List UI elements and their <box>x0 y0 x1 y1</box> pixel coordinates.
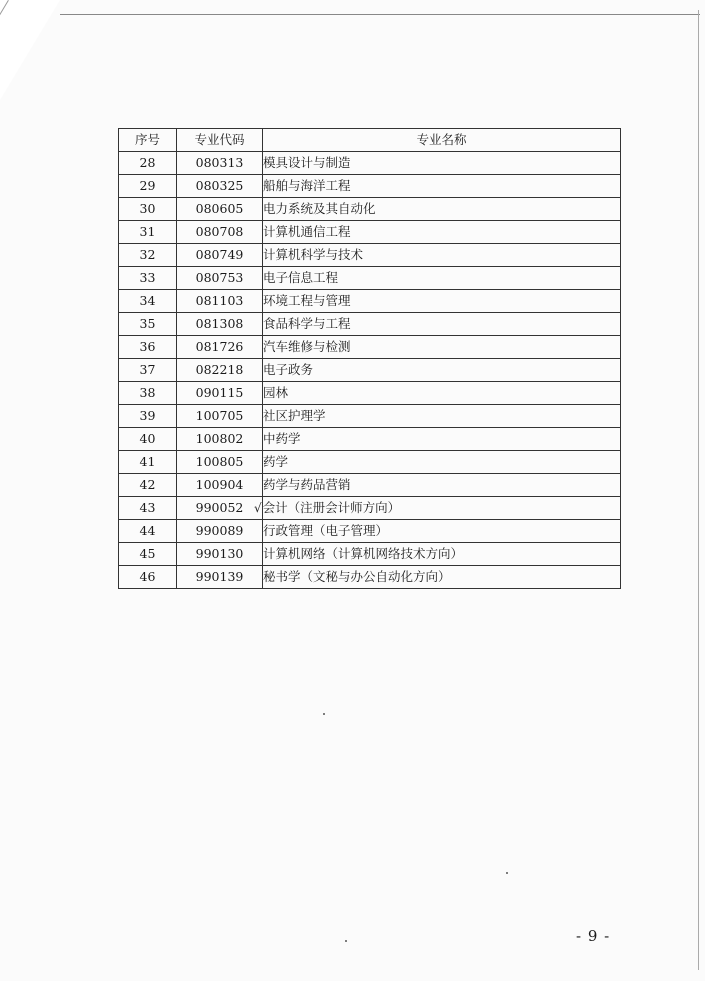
row-major-name-text: 模具设计与制造 <box>263 155 351 170</box>
row-seq: 37 <box>119 359 177 382</box>
row-major-code: 990130 <box>177 543 263 566</box>
row-major-code: 081308 <box>177 313 263 336</box>
header-seq: 序号 <box>119 129 177 152</box>
row-major-code: 100805 <box>177 451 263 474</box>
table-row <box>119 290 621 313</box>
row-major-code: 990089 <box>177 520 263 543</box>
row-seq: 38 <box>119 382 177 405</box>
row-major-name <box>263 451 621 474</box>
row-major-name <box>263 152 621 175</box>
row-major-code: 081103 <box>177 290 263 313</box>
table-row <box>119 175 621 198</box>
row-major-name-text: 计算机通信工程 <box>263 224 351 239</box>
row-major-code: 080753 <box>177 267 263 290</box>
row-major-name <box>263 520 621 543</box>
row-major-name-text: 会计（注册会计师方向） <box>262 500 401 515</box>
row-seq: 35 <box>119 313 177 336</box>
table-row <box>119 267 621 290</box>
row-major-name-text: 电力系统及其自动化 <box>263 201 376 216</box>
row-major-name-text: 行政管理（电子管理） <box>263 523 389 538</box>
page-right-edge <box>698 10 699 970</box>
row-major-name-text: 汽车维修与检测 <box>263 339 351 354</box>
row-major-name <box>254 497 621 520</box>
majors-table <box>118 128 621 589</box>
row-seq: 29 <box>119 175 177 198</box>
header-major-code: 专业代码 <box>177 129 263 152</box>
table-body <box>119 152 621 589</box>
row-major-name <box>263 336 621 359</box>
row-major-name-text: 药学 <box>263 454 289 469</box>
row-major-name-text: 电子信息工程 <box>263 270 339 285</box>
table-row <box>119 405 621 428</box>
row-major-name <box>263 474 621 497</box>
table-row <box>119 336 621 359</box>
row-major-code: 100904 <box>177 474 263 497</box>
page-top-edge <box>60 14 700 15</box>
row-seq: 41 <box>119 451 177 474</box>
table-row <box>119 221 621 244</box>
table-row <box>119 359 621 382</box>
table-row <box>119 244 621 267</box>
scan-speck <box>345 940 347 942</box>
table-row <box>119 474 621 497</box>
row-major-code: 990052 <box>177 497 263 520</box>
row-major-name-text: 计算机科学与技术 <box>263 247 364 262</box>
table-header-row <box>119 129 621 152</box>
row-major-code: 990139 <box>177 566 263 589</box>
handwritten-check-mark: √ <box>254 501 262 515</box>
row-seq: 28 <box>119 152 177 175</box>
row-major-name-text: 中药学 <box>263 431 301 446</box>
row-seq: 36 <box>119 336 177 359</box>
row-major-code: 100705 <box>177 405 263 428</box>
row-major-code: 080605 <box>177 198 263 221</box>
header-major-name: 专业名称 <box>263 129 621 152</box>
row-seq: 33 <box>119 267 177 290</box>
row-seq: 42 <box>119 474 177 497</box>
table-row <box>119 543 621 566</box>
row-major-name <box>263 359 621 382</box>
row-seq: 40 <box>119 428 177 451</box>
row-major-name <box>263 244 621 267</box>
table-row <box>119 566 621 589</box>
table-row <box>119 313 621 336</box>
table-row <box>119 451 621 474</box>
row-major-name-text: 药学与药品营销 <box>263 477 351 492</box>
row-seq: 30 <box>119 198 177 221</box>
row-seq: 32 <box>119 244 177 267</box>
row-seq: 39 <box>119 405 177 428</box>
row-major-name <box>263 543 621 566</box>
row-major-code: 100802 <box>177 428 263 451</box>
row-seq: 43 <box>119 497 177 520</box>
row-major-name <box>263 382 621 405</box>
table-row <box>119 198 621 221</box>
row-major-name <box>263 428 621 451</box>
row-major-name <box>263 198 621 221</box>
row-major-name <box>263 405 621 428</box>
page-number: - 9 - <box>576 927 611 945</box>
row-seq: 31 <box>119 221 177 244</box>
row-major-name <box>263 566 621 589</box>
row-major-name-text: 船舶与海洋工程 <box>263 178 351 193</box>
row-major-name <box>263 221 621 244</box>
row-major-name <box>263 175 621 198</box>
table-row <box>119 520 621 543</box>
row-major-name-text: 园林 <box>263 385 289 400</box>
row-seq: 44 <box>119 520 177 543</box>
folded-corner <box>0 0 60 100</box>
row-major-name <box>263 313 621 336</box>
row-major-code: 080749 <box>177 244 263 267</box>
row-major-name-text: 环境工程与管理 <box>263 293 351 308</box>
row-major-name-text: 秘书学（文秘与办公自动化方向） <box>263 569 451 584</box>
row-major-name <box>263 267 621 290</box>
row-major-code: 080313 <box>177 152 263 175</box>
row-major-name-text: 食品科学与工程 <box>263 316 351 331</box>
row-major-code: 080708 <box>177 221 263 244</box>
row-major-name-text: 社区护理学 <box>263 408 326 423</box>
row-major-code: 090115 <box>177 382 263 405</box>
table-row <box>119 152 621 175</box>
row-major-name-text: 计算机网络（计算机网络技术方向） <box>263 546 464 561</box>
row-seq: 34 <box>119 290 177 313</box>
scan-speck <box>506 872 508 874</box>
row-major-code: 080325 <box>177 175 263 198</box>
row-major-code: 082218 <box>177 359 263 382</box>
table-row <box>119 497 621 520</box>
scan-speck <box>323 713 325 715</box>
row-major-name <box>263 290 621 313</box>
row-major-code: 081726 <box>177 336 263 359</box>
table-row <box>119 382 621 405</box>
row-seq: 46 <box>119 566 177 589</box>
table-row <box>119 428 621 451</box>
row-seq: 45 <box>119 543 177 566</box>
row-major-name-text: 电子政务 <box>263 362 314 377</box>
